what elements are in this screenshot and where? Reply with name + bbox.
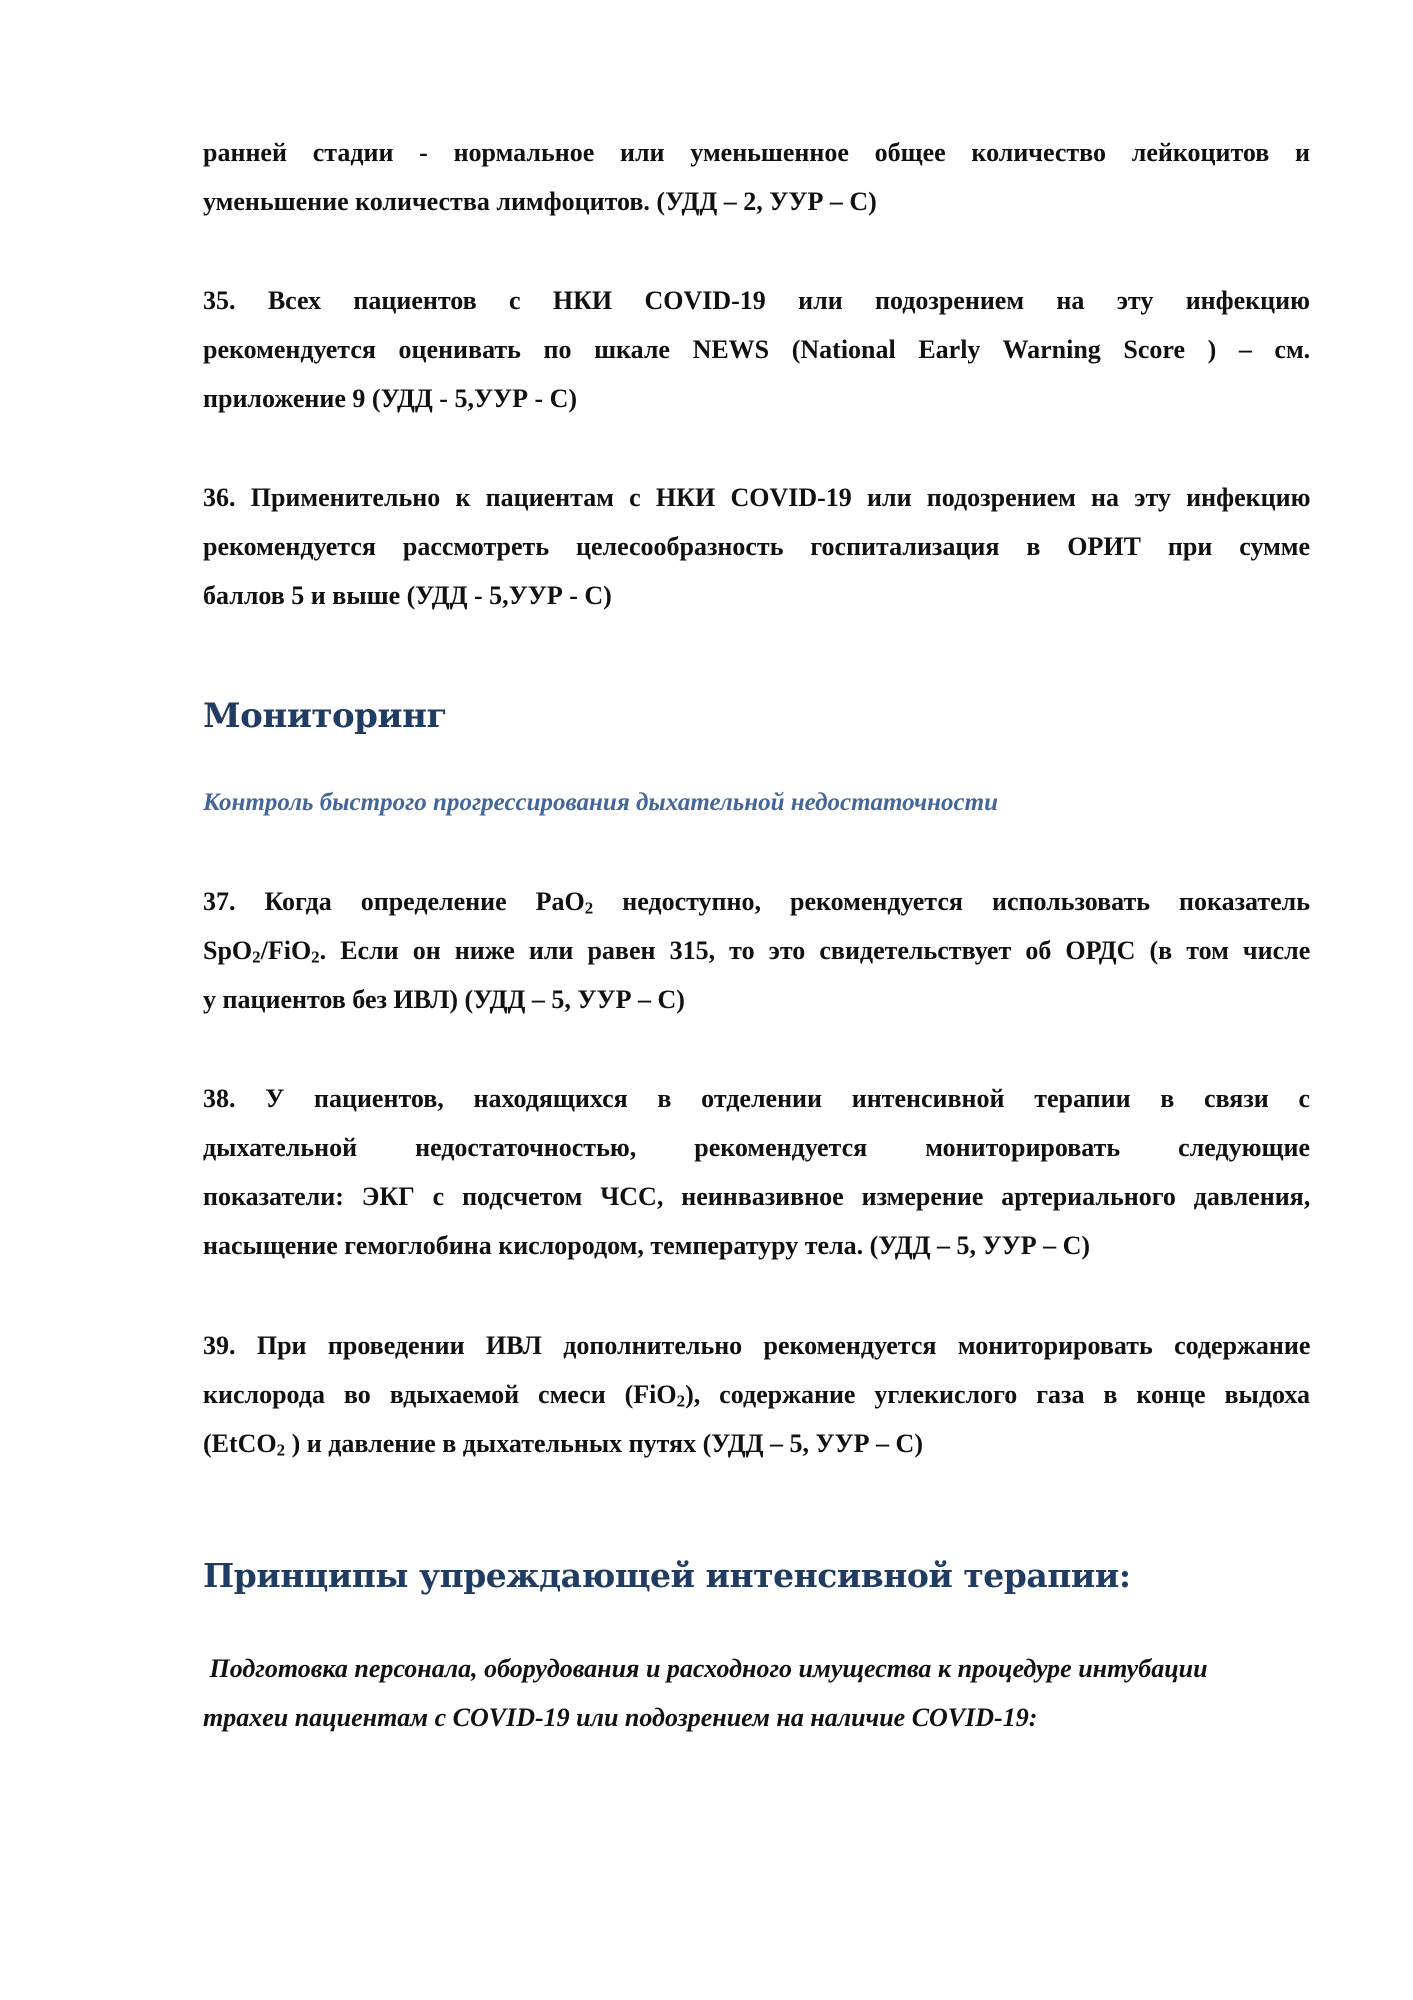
paragraph-37 (203, 877, 1310, 1024)
text-line: показатели: ЭКГ с подсчетом ЧСС, неинвазивное измерение артериального давления, (203, 1182, 1311, 1211)
text-line: рекомендуется рассмотреть целесообразность госпитализация в ОРИТ при сумме (203, 532, 1311, 561)
text-run: недоступно, рекомендуется использовать показатель (593, 887, 1310, 916)
text-line: приложение 9 (УДД - 5,УУР - С) (203, 384, 578, 413)
text-line: рекомендуется оценивать по шкале NEWS (National Early Warning Score ) – см. (203, 335, 1311, 364)
section-heading-principles: Принципы упреждающей интенсивной терапии: (203, 1556, 1131, 1595)
text-line (203, 926, 1310, 975)
subscript: 2 (584, 898, 594, 918)
text-line (203, 1419, 1310, 1468)
text-run: (EtCO (203, 1429, 277, 1458)
subscript: 2 (676, 1391, 686, 1411)
text-line: 36. Применительно к пациентам с НКИ COVID-19 или подозрением на эту инфекцию (203, 483, 1311, 512)
paragraph-34-tail (203, 128, 1310, 226)
text-line: 39. При проведении ИВЛ дополнительно рекомендуется мониторировать содержание (203, 1331, 1311, 1360)
text-line: баллов 5 и выше (УДД - 5,УУР - С) (203, 581, 612, 610)
text-line: ранней стадии - нормальное или уменьшенное общее количество лейкоцитов и (203, 138, 1310, 167)
paragraph-36 (203, 473, 1310, 620)
text-line (203, 1370, 1310, 1419)
text-line: насыщение гемоглобина кислородом, температуру тела. (УДД – 5, УУР – С) (203, 1231, 1091, 1260)
text-run: SpO (203, 936, 253, 965)
paragraph-35 (203, 276, 1310, 423)
italic-paragraph-intubation-prep (203, 1644, 1310, 1742)
paragraph-38 (203, 1074, 1310, 1270)
text-run: /FiO (260, 936, 312, 965)
text-line: уменьшение количества лимфоцитов. (УДД – 2, УУР – С) (203, 187, 877, 216)
text-line: 35. Всех пациентов с НКИ COVID-19 или подозрением на эту инфекцию (203, 286, 1310, 315)
text-run: ) и давление в дыхательных путях (УДД – 5, УУР – С) (285, 1429, 923, 1458)
subscript: 2 (311, 947, 320, 967)
text-line: у пациентов без ИВЛ) (УДД – 5, УУР – С) (203, 985, 685, 1014)
text-run: . Если он ниже или равен 315, то это свидетельствует об ОРДС (в том числе (319, 936, 1311, 965)
text-run: ), содержание углекислого газа в конце выдоха (685, 1380, 1310, 1409)
paragraph-39 (203, 1321, 1310, 1468)
section-subtitle: Контроль быстрого прогрессирования дыхательной недостаточности (203, 789, 998, 816)
subscript: 2 (252, 947, 261, 967)
text-run: кислорода во вдыхаемой смеси (FiO (203, 1380, 677, 1409)
text-line: Подготовка персонала, оборудования и расходного имущества к процедуре интубации (203, 1654, 1208, 1683)
text-line: трахеи пациентам с COVID-19 или подозрением на наличие COVID-19: (203, 1703, 1038, 1732)
subscript: 2 (276, 1440, 286, 1460)
text-line: дыхательной недостаточностью, рекомендуется мониторировать следующие (203, 1133, 1310, 1162)
text-line: 38. У пациентов, находящихся в отделении интенсивной терапии в связи с (203, 1084, 1310, 1113)
section-heading-monitoring: Мониторинг (203, 696, 447, 736)
text-run: 37. Когда определение PaO (203, 887, 585, 916)
text-line (203, 877, 1310, 926)
